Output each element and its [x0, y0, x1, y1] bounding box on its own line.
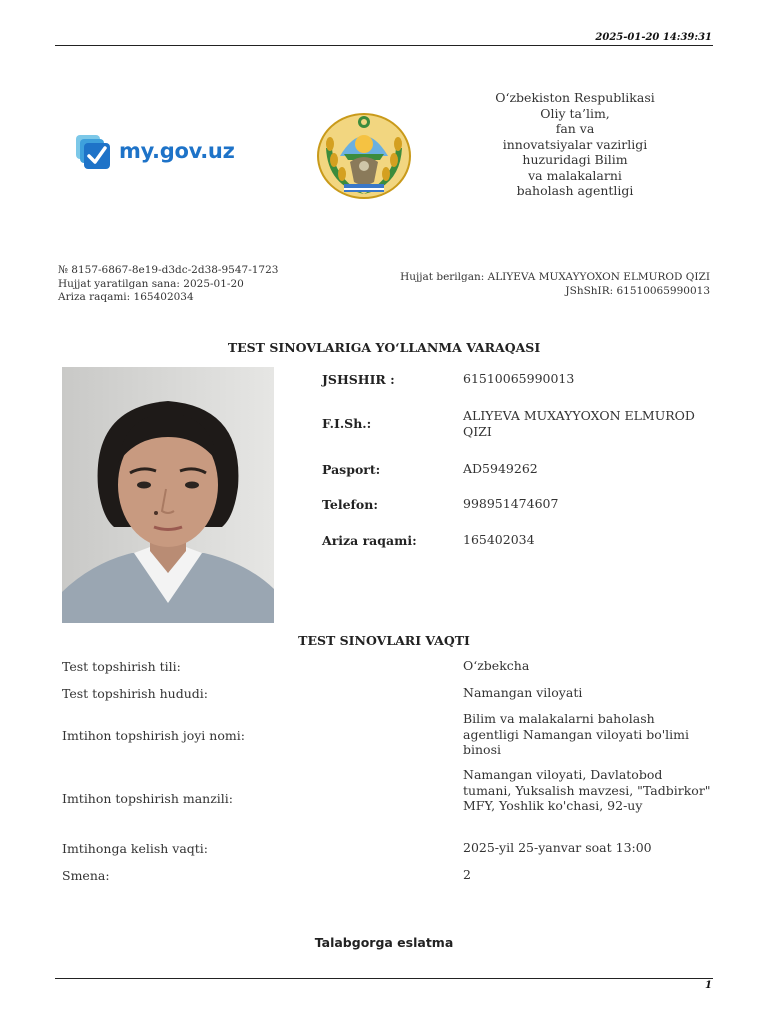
document-meta-right	[400, 271, 710, 298]
application-value: 165402034	[463, 532, 535, 547]
section-title-referral: TEST SINOVLARIGA YO‘LLANMA VARAQASI	[227, 340, 541, 355]
ministry-line: Oliy ta’lim,	[540, 105, 610, 121]
ministry-line: huzuridagi Bilim	[522, 152, 628, 167]
state-emblem	[314, 108, 414, 200]
applicant-photo	[62, 367, 274, 623]
exam-arrival-value: 2025-yil 25-yanvar soat 13:00	[463, 840, 652, 855]
section-title-exam-time: TEST SINOVLARI VAQTI	[298, 633, 470, 648]
fish-label: F.I.Sh.:	[322, 416, 372, 431]
passport-label: Pasport:	[322, 462, 381, 477]
applicant-notice-title: Talabgorga eslatma	[314, 935, 454, 950]
bottom-divider	[55, 978, 713, 979]
document-issued-to: Hujjat berilgan: ALIYEVA MUXAYYOXON ELMUROD QIZI	[400, 271, 710, 283]
mygov-logo	[76, 135, 236, 175]
exam-region-label: Test topshirish hududi:	[62, 686, 208, 701]
ministry-line: fan va	[555, 121, 595, 136]
exam-place-value: Bilim va malakalarni baholash agentligi Namangan viloyati bo'limi binosi	[463, 711, 690, 757]
document-application-number: Ariza raqami: 165402034	[58, 291, 194, 303]
fish-value-line: QIZI	[463, 424, 492, 439]
ministry-line: innovatsiyalar vazirligi	[502, 136, 648, 152]
jshshir-label: JSHSHIR :	[322, 372, 395, 387]
page-number: 1	[705, 980, 712, 991]
exam-place-label: Imtihon topshirish joyi nomi:	[62, 728, 245, 743]
document-timestamp: 2025-01-20 14:39:31	[595, 32, 712, 43]
ministry-line: baholash agentligi	[516, 183, 634, 198]
top-divider	[55, 45, 713, 46]
checkmark-logo-icon	[76, 135, 112, 171]
document-jshshir: JShShIR: 61510065990013	[565, 284, 710, 297]
fish-value-line: ALIYEVA MUXAYYOXON ELMUROD	[463, 408, 695, 423]
exam-arrival-label: Imtihonga kelish vaqti:	[62, 841, 209, 856]
exam-shift-label: Smena:	[62, 868, 110, 883]
document-meta-left	[58, 264, 278, 305]
state-emblem-icon	[314, 108, 414, 200]
applicant-portrait-image	[62, 367, 274, 623]
exam-address-value: Namangan viloyati, Davlatobod tumani, Yuksalish mavzesi, "Tadbirkor" MFY, Yoshlik ko'chasi, 92-uy	[463, 767, 711, 813]
logo-text: my.gov.uz	[119, 139, 235, 163]
ministry-line: va malakalarni	[528, 167, 622, 183]
passport-value: AD5949262	[463, 461, 538, 476]
exam-address-label: Imtihon topshirish manzili:	[62, 791, 233, 806]
phone-value: 998951474607	[463, 496, 559, 511]
application-label: Ariza raqami:	[322, 533, 417, 548]
ministry-line: O‘zbekiston Respublikasi	[495, 90, 655, 105]
document-number: № 8157-6867-8e19-d3dc-2d38-9547-1723	[58, 264, 279, 276]
fish-value	[463, 408, 695, 440]
document-created-date: Hujjat yaratilgan sana: 2025-01-20	[58, 277, 244, 290]
phone-label: Telefon:	[322, 497, 378, 512]
exam-shift-value: 2	[463, 867, 471, 882]
exam-language-label: Test topshirish tili:	[62, 659, 181, 674]
exam-language-value: O‘zbekcha	[463, 658, 530, 673]
jshshir-value: 61510065990013	[463, 371, 575, 386]
ministry-name	[480, 90, 670, 199]
exam-region-value: Namangan viloyati	[463, 685, 583, 700]
